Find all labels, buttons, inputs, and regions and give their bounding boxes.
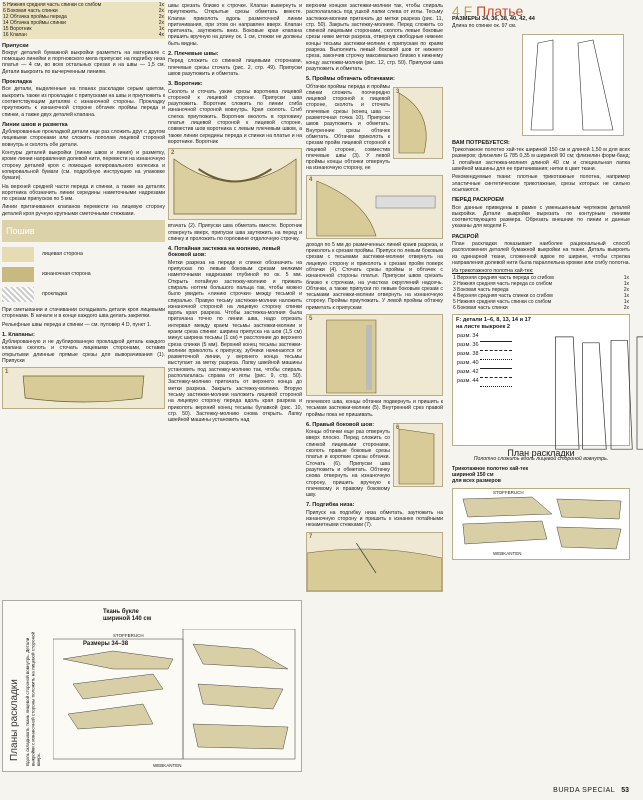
legend-interfacing: прокладка [2, 287, 165, 302]
section-heading: ВАМ ПОТРЕБУЕТСЯ: [452, 139, 510, 146]
table-row: 12 Обтачка проймы переда 2x [3, 14, 164, 21]
table-row: 5 Нижняя средняя часть спинки со сгибом 1x [3, 2, 164, 8]
plan-diagram: STOFFBRUCH WEBKANTEN [452, 488, 630, 560]
zipper-armhole-illustration [307, 176, 442, 238]
section-heading: РАСКРОЙ [452, 233, 479, 240]
paragraph: Обтачки проймы переда и проймы спинки сложить поочередно лицевой стороной к лицевой стороне, сколоть и сточать плечевые срезы (конец шва — разметочная точка 10). Припуски швов разутюжить и обметать. Внутренние срезы обтачек обметать. Обтачки приколоть к срезам пройм лицевой стороной к лицевой стороне, совместив плечевые швы (3). У левой проймы концы обтачки отвернуть на изнаночную сторону, не [306, 83, 390, 172]
section-heading: Припуски [2, 42, 29, 49]
paragraph: Дублированные прокладкой детали еще раз сложить друг с другом лицевыми сторонами или сложить пополам лицевой стороной вовнутрь и сколоть обе детали. [2, 129, 165, 148]
paragraph: втачать (2). Припуски шва обметать вместе. Воротник отвернуть вверх, припуски шва заутюжить на перед и спинку и проложить по горловине отделочную строчку. [168, 223, 302, 242]
step-heading: 6. Правый боковой шов: [306, 421, 375, 428]
table-row: 2 Нижняя средняя часть переда со сгибом 1x [453, 280, 629, 287]
layout-plan-note: Вдоль складывать ткань лицевой стороной вовнутрь. Детали выкройки с изнаночной стороны положить на лицевой стороной вверх. [25, 631, 41, 766]
paragraph: Линии притачивания клапанов перевести на лицевую сторону деталей кроя ручную крупными сметочными стежками. [2, 204, 165, 217]
hem-illustration [307, 533, 442, 591]
column-2 [168, 0, 302, 772]
table-row: 1 Верхняя средняя часть переда со сгибом 1x [453, 274, 629, 281]
footer: BURDA SPECIAL 53 [553, 787, 629, 794]
paragraph: Концы обтачки еще раз отвернуть вверх плоско. Перед сложить со спинкой лицевыми сторонами, сколоть правые боковые срезы платья и короткие срезы обтачки. Сточать (6). Припуски шва разутюжить и обметать. Обтачку снова отвернуть на изнаночную сторону, пришить вручную к плечевому и правому боковому шву. [306, 429, 390, 499]
paragraph: плечевого шва, концы обтачки подвернуть и пришить к тесьмам застежки-молнии (5). Внутренний срез правой проймы пока не пришивать. [306, 398, 443, 418]
table-row: 6 Боковая часть спинки 2x [3, 8, 164, 15]
flap-illustration [3, 368, 164, 408]
dress-drawing [522, 34, 624, 136]
paragraph: Перед сложить со спинкой лицевыми сторонами, плечевые срезы сточать (рис. 2, стр. 49). Припуски швов разутюжить и обметать. [168, 58, 302, 77]
paragraph: Сколоть и сточать узкие срезы воротника лицевой стороной к лицевой стороне. Припуски шва разутюжить. Воротник сложить по линии сгиба изнаночной стороной вовнутрь. Края сколоть. Сгиб слегка приутюжить. Воротник вколоть в горловину платья лицевой стороной к лицевой стороне, совместив шов воротника с левым плечевым швом, а также линии середины переда и спинки на платье и на воротнике. Воротник [168, 88, 302, 145]
pattern-sheet-box: F: детали 1–6, 8, 13, 14 и 17 на листе выкроек 2 разм. 34 разм. 36 разм. 38 разм. 40 разм. 42 разм. 44 [452, 314, 630, 446]
table-row: 4 Верхняя средняя часть спинки со сгибом 1x [453, 292, 629, 299]
layout-plan-title: Планы раскладки [9, 679, 20, 761]
table-row: 5 Нижняя средняя часть спинки со сгибом 1x [453, 298, 629, 305]
figure-7: 7 [306, 532, 443, 592]
paragraph: Припуск на подгибку низа обметать, заутюжить на изнаночную сторону и пришить к изнанке потайными незаметными стежками (7). [306, 509, 443, 529]
step-heading: 4. Потайная застежка на молнию, левый боковой шов: [168, 246, 281, 259]
paragraph: Метки разреза на переде и спинке обозначить на припусках по левым боковым срезам мелкими наметочными надрезами глубиной по ок. 5 мм. Открыть потайную застежку-молнию и прижать спираль ногтем большого пальца так, чтобы можно было увидеть «линию строчки» между тесьмой и спиралью. Правую тесьму застежки-молнии наложить изнаночной стороной на лицевую сторону спинки вдоль края разреза. Чтобы застежка-молния была притачана точно по линии шва, надо отрезать интервал между краем тесьмы застежки-молнии и краем среза спинки: ширина припуска на шов (1,5 см) минус ширина тесьмы (1 см) = расстояние до верхнего среза спинки (5 мм). Верхний конец тесьмы застежки-молнии приколоть к припуску, зубчики начинаются от разметочной линии, у верхнего конца тесьмы выступает за метку разреза. Лапку швейной машины установить под застежку-молнию так, чтобы спираль располагалась справа от иглы (рис. 9, стр. 50). Застежку-молнию притачать от верхнего конца до метки разреза. Закрыть застежку-молнию. Вторую тесьму застежки-молнии наложить лицевой стороной на лицевую сторону переда вдоль края разреза и приколоть верхний конец тесьмы булавкой (рис. 10, стр. 50). Застежку-молнию снова открыть. Лапку швейной машины установить над [168, 259, 302, 424]
swatch-back [2, 267, 34, 282]
table-row: 14 Обтачка проймы спинки 2x [3, 20, 164, 27]
parts-table [452, 275, 630, 312]
model-title: 4 F Платье [452, 3, 524, 19]
plan-title: План раскладки [507, 448, 575, 459]
paragraph: На верхней средней части переда и спинки, а также на деталях воротника обозначить линии середины наметочными надрезами по срезам припусков по 5 мм. [2, 183, 165, 203]
table-row: 16 Клапан 4x [3, 32, 164, 39]
step-heading: 1. Клапаны: [2, 331, 35, 338]
paragraph: Вокруг деталей бумажной выкройки разметить на материале с помощью линейки и портновского мела припуски: на подгибку низа платья — 4 см, во всех остальных срезах и на швы — 1,5 см. Детали выкроить по вычерченным линиям. [2, 49, 165, 75]
column-3 [306, 0, 443, 772]
section-banner: Пошив [2, 220, 165, 242]
paragraph: швы срезать близко к строчке. Клапан вывернуть и приутюжить. Открытые срезы обметать вместе. Клапан приколоть вдоль разметочной линии притачивания, при этом он направлен вверх. Клапан притачать, заутюжить вниз. Боковые края клапана пришить вручную на длину ок. 1 см, стежки не должны быть видны. [168, 3, 302, 47]
size-legend: разм. 34 разм. 36 разм. 38 разм. 40 разм. 42 разм. 44 [456, 332, 512, 387]
armhole-illustration [394, 88, 442, 158]
section-heading: Прокладка [2, 79, 32, 86]
swatch-face [2, 247, 34, 262]
parts-table-top [2, 2, 165, 39]
side-seam-illustration [394, 424, 442, 486]
table-row: 3 Боковая часть переда 2x [453, 286, 629, 293]
dress-sketch-icon [523, 35, 623, 135]
table-row: 6 Боковая часть спинки 2x [453, 305, 629, 311]
figure-4: 4 [306, 175, 443, 239]
figure-1: 1 [2, 367, 165, 409]
paragraph: При сметывании и стачивании складывать детали кроя лицевыми сторонами. В начале и в конце каждого шва делать закрепки. [2, 306, 165, 320]
swatch-interfacing [2, 287, 34, 302]
plan-pieces [453, 489, 629, 559]
figure-5: 5 [306, 314, 443, 396]
paragraph: Все детали, выделенные на планах раскладки серым цветом, выкроить также из прокладки с припусками на швы и приутюжить к соответствующим деталям с изнаночной стороны. Прокладку приутюжить к изнаночной стороне обтачек проймы переда и спинки, а также двух деталей клапана. [2, 86, 165, 118]
legend-face: лицевая сторона [2, 247, 165, 262]
figure-2: 2 [168, 148, 302, 220]
column-4: 4 F Платье РАЗМЕРЫ 34, 36, 38, 40, 42, 44 Длина по спинке ок. 97 см. ВАМ ПОТРЕБУЕТСЯ: Трикотажное полотно хай-тек шириной 150 см и длиной 1,50 м для всех размеров; флизелин G 785 0,35 м шириной 90 см; флизелин форм-банд; 1 потайная застежка-молния длиной 40 см и специальная лапка швейной машины для ее притачивания; нитки в цвет ткани. Рекомендуемые ткани: плотные трикотажные полотна, например эластичные синтетические трикотажные, срезы которых не сильно осыпаются. ПЕРЕД РАСКРОЕМ Все данные приведены в рамке с уменьшенным чертежом деталей выкройки. Детали выкройки вырезать по контурным линиям соответствующего размера. Обрезать внешние по линии и данные указаны для модели F. РАСКРОЙ План раскладки показывает наиболее рациональный способ расположения деталей бумажной выкройки на ткани. Деталь выкроить из одинарной ткани, сложенной вдвое по ширине, чтобы стрелка направления долевой нити была параллельна кромке или сгибу полотна. Из трикотажного полотна хай-тек: 1 Верхняя средняя часть переда со сгибом 1x 2 Нижняя средняя часть переда со сгибом 1x 3 Боковая часть переда 2x 4 Верхняя средняя часть спинки со сгибом 1x 5 Нижняя средняя часть спинки со сгибом 1x 6 Боковая часть спинки 2x F: детали 1–6, 8, 13, 14 и 17 на листе выкроек 2 разм. 34 разм. 36 разм. 38 разм. 40 разм. 42 разм. 44 План раскладки Полотно сложить вдоль лицевой стороной вовнутрь. Трикотажное полотно хай-тек шириной 150 см для всех размеров STOFFBRUCH WEBKANTEN [452, 0, 630, 772]
collar-illustration [169, 149, 301, 219]
section-heading: ПЕРЕД РАСКРОЕМ [452, 197, 504, 204]
legend-back: изнаночная сторона [2, 267, 165, 282]
step-heading: 2. Плечевые швы: [168, 51, 219, 58]
facing-illustration [307, 315, 442, 395]
sizes: РАЗМЕРЫ 34, 36, 38, 40, 42, 44 [452, 16, 535, 23]
table-row: 15 Воротник 1x [3, 26, 164, 33]
paragraph: доходя по 5 мм до размеченных линий краев разреза, и приколоть к срезам проймы. Припуск по левым боковым срезам с тесьмами застежки-молнии отвернуть на лицевую сторону и приколоть к срезам пройм поверх обтачки (4). Сточать срезы проймы и обтачек с изнаночной стороны платья. Припуски швов срезать близко к строчкам, на участках округлений надсечь. Обтачки, а также припуски по левым боковым срезам с тесьмами застежки-молнии отвернуть на изнаночную сторону. Проймы приутюжить. У левой проймы обтачку приметать к припускам [306, 241, 443, 311]
paragraph: верхним концом застежки-молнии так, чтобы спираль располагалась под ушкой лапки слева от иглы. Тесьму застежки-молнии притачать до метки разреза (рис. 11, стр. 50). Закрыть застежку-молнию. Перед сложить со спинкой лицевыми сторонами, сколоть левые боковые срезы ниже метки разреза, отвернув свободные нижние концы тесьмы застежки-молнии к припускам по краям разреза. Выполнить левый боковой шов от нижнего среза, закончив строчку максимально близко к нижнему концу застежки-молнии (рис. 12, стр. 50). Припуски шва разутюжить и обметать. [306, 3, 443, 72]
figure-6: 6 [393, 423, 443, 487]
paragraph: Контуры деталей выкройки (линии швов и линия) и разметку, кроме линии направления долевой нити, перевести на изнаночную сторону деталей кроя с помощью копировального колесика и копировальной бумаги (см. подробную инструкцию на упаковке бумаги). [2, 150, 165, 182]
step-heading: 7. Подгибка низа: [306, 502, 355, 509]
section-heading: Линии швов и разметка [2, 121, 68, 128]
layout-plan-1: Планы раскладки Вдоль складывать ткань лицевой стороной вовнутрь. Детали выкройки с изнаночной стороны положить на лицевой стороной вверх. Ткань букле шириной 140 см Размеры 34–38 STOFFBRUCH WEBKANTEN [2, 600, 302, 772]
paragraph: Дублированную и не дублированную прокладкой деталь каждого клапана сколоть и сточать лицевыми сторонами, оставив открытыми длинные прямые срезы для выворачивания (1). Припуски [2, 339, 165, 365]
step-heading: 5. Проймы обтачать обтачками: [306, 76, 395, 83]
pattern-pieces-diagram [523, 331, 643, 461]
figure-3: 3 [393, 87, 443, 159]
step-heading: 3. Воротник: [168, 81, 203, 88]
paragraph: Рельефные швы переда и спинки — см. пуловер 4 D, пункт 1. [2, 321, 152, 328]
